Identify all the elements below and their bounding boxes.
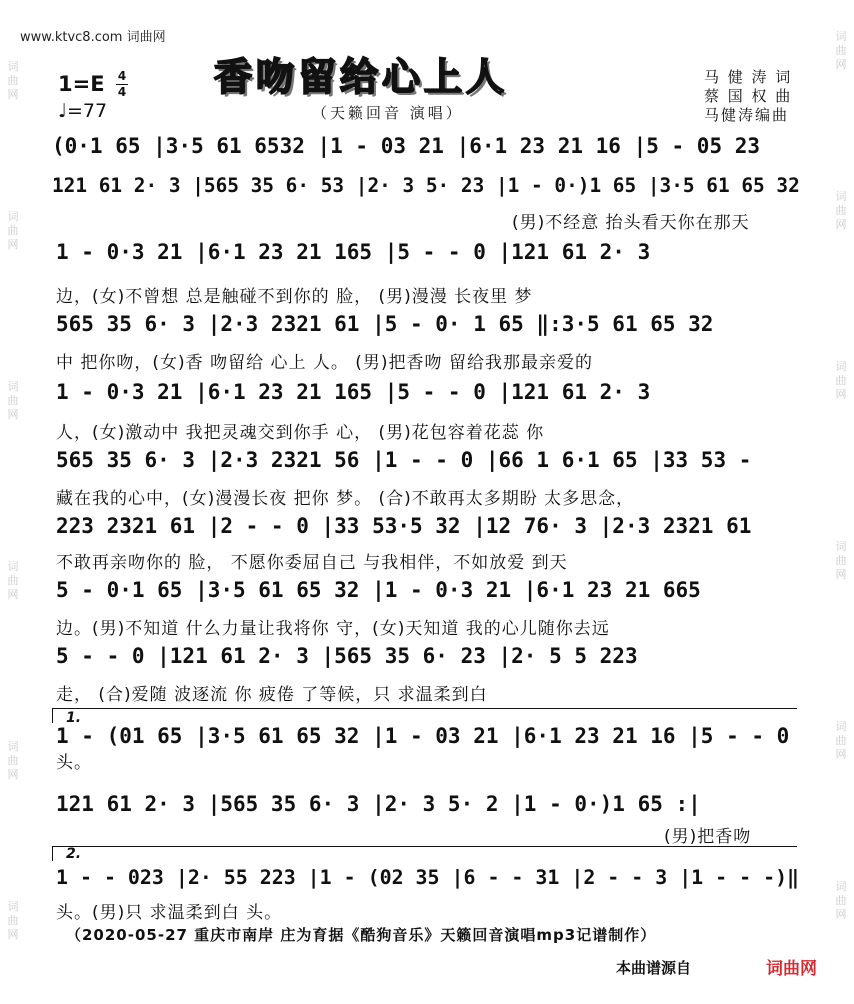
site-url-text[interactable]: www.ktvc8.com — [20, 30, 123, 45]
lyric-row-1: (男)不经意 抬头看天你在那天 — [512, 213, 750, 233]
watermark-left-6: 词 曲 网 — [7, 900, 19, 941]
lyric-row-4: 人，(女)激动中 我把灵魂交到你手 心， (男)花包容着花蕊 你 — [56, 423, 545, 443]
lyric-row-3: 中 把你吻，(女)香 吻留给 心上 人。 (男)把香吻 留给我那最亲爱的 — [56, 353, 593, 373]
credits-block — [704, 68, 792, 125]
notation-row-9: 5 - - 0 |121 61 2· 3 |565 35 6· 23 |2· 5 5 223 — [56, 644, 638, 668]
watermark-right-3: 词 曲 网 — [835, 360, 847, 401]
performer-line: （天籁回音 演唱） — [312, 104, 464, 122]
notation-row-1: (0·1 65 |3·5 61 6532 |1 - 03 21 |6·1 23 21 16 |5 - 05 23 — [52, 134, 761, 158]
composer-credit: 蔡 国 权 曲 — [704, 87, 793, 105]
watermark-right-2: 词 曲 网 — [835, 190, 847, 231]
lyric-row-8: 走， (合)爱随 波逐流 你 疲倦 了等候，只 求温柔到白 — [56, 685, 488, 705]
meter-bottom: 4 — [117, 85, 127, 99]
watermark-left-2: 词 曲 网 — [7, 210, 19, 251]
notation-row-2: 121 61 2· 3 |565 35 6· 53 |2· 3 5· 23 |1 - 0·)1 65 |3·5 61 65 32 — [52, 174, 800, 197]
notation-row-3: 1 - 0·3 21 |6·1 23 21 165 |5 - - 0 |121 61 2· 3 — [56, 240, 651, 264]
time-signature — [116, 70, 128, 99]
site-url[interactable] — [20, 26, 166, 45]
lyric-row-6: 不敢再亲吻你的 脸， 不愿你委屈自己 与我相伴，不如放爱 到天 — [56, 553, 568, 573]
lyric-row-5: 藏在我的心中，(女)漫漫长夜 把你 梦。 (合)不敢再太多期盼 太多思念， — [56, 489, 635, 509]
lyricist-credit: 马 健 涛 词 — [704, 68, 793, 86]
watermark-left-1: 词 曲 网 — [7, 60, 19, 101]
source-label: 本曲谱源自 — [616, 959, 692, 977]
volta-bracket-1 — [52, 708, 797, 723]
notation-row-11: 121 61 2· 3 |565 35 6· 3 |2· 3 5· 2 |1 - 0·)1 65 :| — [56, 792, 701, 816]
watermark-left-3: 词 曲 网 — [7, 380, 19, 421]
watermark-left-5: 词 曲 网 — [7, 740, 19, 781]
site-name[interactable]: 词曲网 — [126, 30, 166, 45]
notation-row-4: 565 35 6· 3 |2·3 2321 61 |5 - 0· 1 65 ‖:3·5 61 65 32 — [56, 312, 714, 336]
meter-top: 4 — [117, 69, 127, 83]
notation-row-6: 565 35 6· 3 |2·3 2321 56 |1 - - 0 |66 1 6·1 65 |33 53 - — [56, 448, 752, 472]
lyric-row-11: 头。(男)只 求温柔到白 头。 — [56, 903, 283, 923]
brand-logo-text[interactable]: 词曲网 — [766, 959, 817, 979]
tempo-mark: ♩=77 — [58, 100, 108, 122]
notation-row-7: 223 2321 61 |2 - - 0 |33 53·5 32 |12 76· 3 |2·3 2321 61 — [56, 514, 752, 538]
watermark-right-1: 词 曲 网 — [835, 30, 847, 71]
song-title: 香吻留给心上人 — [214, 55, 509, 99]
watermark-right-4: 词 曲 网 — [835, 540, 847, 581]
transcription-note: （2020-05-27 重庆市南岸 庄为育据《酷狗音乐》天籁回音演唱mp3记谱制作） — [66, 926, 657, 944]
volta-number-1: 1. — [66, 710, 82, 726]
lyric-row-10: (男)把香吻 — [664, 827, 752, 847]
notation-row-12: 1 - - 023 |2· 55 223 |1 - (02 35 |6 - - 31 |2 - - 3 |1 - - -)‖ — [56, 866, 800, 889]
lyric-row-9: 头。 — [56, 753, 92, 773]
lyric-row-7: 边。(男)不知道 什么力量让我将你 守，(女)天知道 我的心儿随你去远 — [56, 619, 610, 639]
lyric-row-2: 边，(女)不曾想 总是触碰不到你的 脸， (男)漫漫 长夜里 梦 — [56, 287, 533, 307]
notation-row-8: 5 - 0·1 65 |3·5 61 65 32 |1 - 0·3 21 |6·1 23 21 665 — [56, 578, 701, 602]
watermark-right-6: 词 曲 网 — [835, 880, 847, 921]
watermark-right-5: 词 曲 网 — [835, 720, 847, 761]
arranger-credit: 马健涛编曲 — [704, 106, 790, 124]
watermark-left-4: 词 曲 网 — [7, 560, 19, 601]
key-signature: 1=E — [58, 72, 105, 96]
notation-row-10: 1 - (01 65 |3·5 61 65 32 |1 - 03 21 |6·1 23 21 16 |5 - - 0 — [56, 724, 790, 748]
volta-bracket-2 — [52, 846, 797, 861]
notation-row-5: 1 - 0·3 21 |6·1 23 21 165 |5 - - 0 |121 61 2· 3 — [56, 380, 651, 404]
volta-number-2: 2. — [66, 846, 82, 862]
